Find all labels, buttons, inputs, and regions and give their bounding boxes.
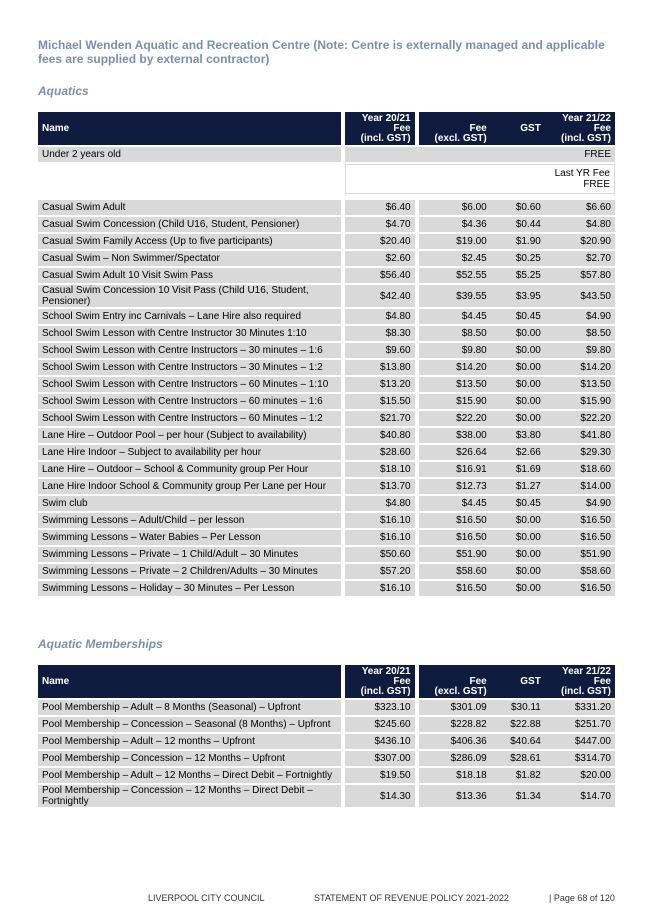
- row-fee-new: $43.50: [545, 285, 615, 307]
- row-fee-new: $14.00: [545, 479, 615, 494]
- row-name: Pool Membership – Adult – 12 Months – Direct Debit – Fortnightly: [38, 768, 341, 783]
- row-fee-excl: $16.91: [419, 462, 491, 477]
- row-fee-excl: $406.36: [419, 734, 491, 749]
- row-gst: $1.69: [491, 462, 545, 477]
- row-name: Pool Membership – Adult – 8 Months (Seasonal) – Upfront: [38, 700, 341, 715]
- row-fee-prev: $16.10: [345, 530, 415, 545]
- col-fee-excl: Fee (excl. GST): [419, 112, 491, 145]
- row-name: Under 2 years old: [38, 147, 341, 162]
- row-fee-prev: $6.40: [345, 200, 415, 215]
- row-gst: $3.80: [491, 428, 545, 443]
- row-fee-excl: $38.00: [419, 428, 491, 443]
- row-gst: $0.44: [491, 217, 545, 232]
- row-fee-prev: $307.00: [345, 751, 415, 766]
- row-fee-new: $14.70: [545, 785, 615, 807]
- row-fee-prev: $57.20: [345, 564, 415, 579]
- row-fee-excl: $2.45: [419, 251, 491, 266]
- row-fee-new: $51.90: [545, 547, 615, 562]
- row-name: School Swim Lesson with Centre Instructors – 60 Minutes – 1:10: [38, 377, 341, 392]
- col-gst: GST: [491, 665, 545, 698]
- row-name: School Swim Lesson with Centre Instructors – 30 minutes – 1:6: [38, 343, 341, 358]
- row-gst: $3.95: [491, 285, 545, 307]
- row-fee-excl: $14.20: [419, 360, 491, 375]
- table-header-row: [38, 112, 615, 145]
- row-fee-excl: $39.55: [419, 285, 491, 307]
- row-name: Pool Membership – Adult – 12 months – Upfront: [38, 734, 341, 749]
- row-name: Swimming Lessons – Adult/Child – per lesson: [38, 513, 341, 528]
- aquatics-table: [38, 110, 615, 598]
- row-name: Swim club: [38, 496, 341, 511]
- col-name: Name: [38, 665, 341, 698]
- col-fee-excl: Fee (excl. GST): [419, 665, 491, 698]
- table-row: [38, 200, 615, 215]
- table-row: [38, 547, 615, 562]
- row-fee-prev: $40.80: [345, 428, 415, 443]
- col-year-new: Year 21/22 Fee (incl. GST): [545, 665, 615, 698]
- row-fee-prev: $8.30: [345, 326, 415, 341]
- row-fee-excl: $22.20: [419, 411, 491, 426]
- row-fee-excl: $13.50: [419, 377, 491, 392]
- col-year-prev: Year 20/21 Fee (incl. GST): [345, 665, 415, 698]
- row-name: Lane Hire Indoor – Subject to availability per hour: [38, 445, 341, 460]
- row-fee-prev: $323.10: [345, 700, 415, 715]
- row-fee-new: $57.80: [545, 268, 615, 283]
- row-fee-new: $6.60: [545, 200, 615, 215]
- row-fee-new: $8.50: [545, 326, 615, 341]
- memberships-heading: Aquatic Memberships: [38, 637, 163, 651]
- row-gst: $2.66: [491, 445, 545, 460]
- row-name: Casual Swim Adult: [38, 200, 341, 215]
- table-row: [38, 462, 615, 477]
- table-row: [38, 217, 615, 232]
- row-gst: $0.00: [491, 581, 545, 596]
- row-fee-new: $29.30: [545, 445, 615, 460]
- row-name: Swimming Lessons – Private – 2 Children/Adults – 30 Minutes: [38, 564, 341, 579]
- row-fee-new: $16.50: [545, 513, 615, 528]
- row-name: Casual Swim Concession 10 Visit Pass (Child U16, Student, Pensioner): [38, 285, 341, 307]
- table-row: [38, 717, 615, 732]
- row-fee-prev: $16.10: [345, 581, 415, 596]
- row-gst: $0.00: [491, 326, 545, 341]
- row-gst: $5.25: [491, 268, 545, 283]
- row-fee-new: $251.70: [545, 717, 615, 732]
- row-gst: $1.82: [491, 768, 545, 783]
- col-year-prev: Year 20/21 Fee (incl. GST): [345, 112, 415, 145]
- footer-council: LIVERPOOL CITY COUNCIL: [148, 893, 265, 903]
- row-fee-excl: $8.50: [419, 326, 491, 341]
- row-fee-excl: $6.00: [419, 200, 491, 215]
- row-name: Lane Hire Indoor School & Community group Per Lane per Hour: [38, 479, 341, 494]
- row-gst: $0.45: [491, 496, 545, 511]
- row-gst: $0.00: [491, 513, 545, 528]
- row-fee-new: $20.90: [545, 234, 615, 249]
- table-row-under2: [38, 147, 615, 162]
- row-fee-new: $4.90: [545, 496, 615, 511]
- table-row: [38, 564, 615, 579]
- row-fee-excl: $4.36: [419, 217, 491, 232]
- row-fee-new: $14.20: [545, 360, 615, 375]
- table-row: [38, 285, 615, 307]
- row-gst: $0.00: [491, 394, 545, 409]
- row-fee-prev: $2.60: [345, 251, 415, 266]
- row-name: School Swim Entry inc Carnivals – Lane Hire also required: [38, 309, 341, 324]
- row-fee-prev: $4.80: [345, 309, 415, 324]
- table-row: [38, 530, 615, 545]
- row-fee-prev: $4.80: [345, 496, 415, 511]
- row-fee-excl: $18.18: [419, 768, 491, 783]
- row-gst: $0.60: [491, 200, 545, 215]
- row-fee-excl: $13.36: [419, 785, 491, 807]
- table-row: [38, 234, 615, 249]
- row-gst: $0.00: [491, 377, 545, 392]
- row-name: School Swim Lesson with Centre Instructor 30 Minutes 1:10: [38, 326, 341, 341]
- row-fee-new: $13.50: [545, 377, 615, 392]
- row-fee-prev: $16.10: [345, 513, 415, 528]
- table-row: [38, 768, 615, 783]
- table-row: [38, 326, 615, 341]
- table-row: [38, 785, 615, 807]
- row-fee-new: $20.00: [545, 768, 615, 783]
- row-gst: $0.00: [491, 360, 545, 375]
- row-fee-prev: $50.60: [345, 547, 415, 562]
- row-fee-new: $22.20: [545, 411, 615, 426]
- row-fee-prev: $28.60: [345, 445, 415, 460]
- footer-statement: STATEMENT OF REVENUE POLICY 2021-2022: [314, 893, 509, 903]
- row-gst: $40.64: [491, 734, 545, 749]
- row-gst: $0.45: [491, 309, 545, 324]
- row-name: Casual Swim Family Access (Up to five participants): [38, 234, 341, 249]
- row-name: Swimming Lessons – Holiday – 30 Minutes – Per Lesson: [38, 581, 341, 596]
- row-fee-excl: $4.45: [419, 496, 491, 511]
- table-row: [38, 394, 615, 409]
- table-row: [38, 496, 615, 511]
- row-name: Swimming Lessons – Water Babies – Per Lesson: [38, 530, 341, 545]
- table-row: [38, 268, 615, 283]
- row-fee-new: $447.00: [545, 734, 615, 749]
- table-row: [38, 377, 615, 392]
- row-name: Swimming Lessons – Private – 1 Child/Adult – 30 Minutes: [38, 547, 341, 562]
- row-fee: FREE: [345, 147, 615, 162]
- table-row: [38, 751, 615, 766]
- row-fee-excl: $301.09: [419, 700, 491, 715]
- row-fee-new: $331.20: [545, 700, 615, 715]
- row-fee-prev: $15.50: [345, 394, 415, 409]
- row-fee-excl: $19.00: [419, 234, 491, 249]
- row-gst: $1.27: [491, 479, 545, 494]
- table-row: [38, 479, 615, 494]
- row-gst: $28.61: [491, 751, 545, 766]
- row-fee-prev: $245.60: [345, 717, 415, 732]
- row-fee-excl: $16.50: [419, 581, 491, 596]
- row-name: School Swim Lesson with Centre Instructors – 30 Minutes – 1:2: [38, 360, 341, 375]
- row-gst: $0.00: [491, 411, 545, 426]
- row-fee-prev: $4.70: [345, 217, 415, 232]
- row-fee-new: $58.60: [545, 564, 615, 579]
- row-fee-prev: $436.10: [345, 734, 415, 749]
- table-row: [38, 309, 615, 324]
- col-name: Name: [38, 112, 341, 145]
- row-gst: $1.34: [491, 785, 545, 807]
- row-fee-new: $4.90: [545, 309, 615, 324]
- row-fee-excl: $58.60: [419, 564, 491, 579]
- row-gst: $1.90: [491, 234, 545, 249]
- row-name: School Swim Lesson with Centre Instructors – 60 minutes – 1:6: [38, 394, 341, 409]
- table-row: [38, 581, 615, 596]
- row-fee-excl: $16.50: [419, 530, 491, 545]
- table-row: [38, 251, 615, 266]
- row-name: Pool Membership – Concession – 12 Months – Upfront: [38, 751, 341, 766]
- row-fee-new: $314.70: [545, 751, 615, 766]
- row-fee-excl: $9.80: [419, 343, 491, 358]
- row-fee-prev: $56.40: [345, 268, 415, 283]
- row-fee-prev: $21.70: [345, 411, 415, 426]
- row-fee-excl: $16.50: [419, 513, 491, 528]
- row-name: School Swim Lesson with Centre Instructors – 60 Minutes – 1:2: [38, 411, 341, 426]
- footer-page-number: | Page 68 of 120: [549, 893, 615, 903]
- table-row: [38, 343, 615, 358]
- row-fee-excl: $4.45: [419, 309, 491, 324]
- row-fee-excl: $12.73: [419, 479, 491, 494]
- row-fee-new: $4.80: [545, 217, 615, 232]
- row-fee-excl: $286.09: [419, 751, 491, 766]
- row-fee-prev: $19.50: [345, 768, 415, 783]
- row-fee-prev: $13.70: [345, 479, 415, 494]
- row-name: Lane Hire – Outdoor – School & Community group Per Hour: [38, 462, 341, 477]
- row-gst: $0.25: [491, 251, 545, 266]
- row-gst: $0.00: [491, 530, 545, 545]
- col-gst: GST: [491, 112, 545, 145]
- row-gst: $30.11: [491, 700, 545, 715]
- table-row: [38, 411, 615, 426]
- row-fee-excl: $52.55: [419, 268, 491, 283]
- row-name: Pool Membership – Concession – Seasonal (8 Months) – Upfront: [38, 717, 341, 732]
- memberships-table: [38, 663, 615, 809]
- row-fee-prev: $13.20: [345, 377, 415, 392]
- page-title: Michael Wenden Aquatic and Recreation Centre (Note: Centre is externally managed and applicable fees are supplied by external contractor): [38, 38, 605, 66]
- table-row: [38, 428, 615, 443]
- table-row-last-year: [38, 164, 615, 194]
- row-gst: $0.00: [491, 547, 545, 562]
- row-name: Lane Hire – Outdoor Pool – per hour (Subject to availability): [38, 428, 341, 443]
- row-name: Casual Swim Adult 10 Visit Swim Pass: [38, 268, 341, 283]
- row-fee-excl: $26.64: [419, 445, 491, 460]
- row-fee-new: $15.90: [545, 394, 615, 409]
- row-fee-new: $9.80: [545, 343, 615, 358]
- row-fee-prev: $20.40: [345, 234, 415, 249]
- row-fee-new: $16.50: [545, 581, 615, 596]
- row-fee-prev: $42.40: [345, 285, 415, 307]
- row-fee-new: $16.50: [545, 530, 615, 545]
- table-row: [38, 734, 615, 749]
- row-gst: $0.00: [491, 343, 545, 358]
- row-fee-new: $2.70: [545, 251, 615, 266]
- row-name: Pool Membership – Concession – 12 Months – Direct Debit – Fortnightly: [38, 785, 341, 807]
- last-year-fee: Last YR Fee FREE: [345, 164, 615, 194]
- col-year-new: Year 21/22 Fee (incl. GST): [545, 112, 615, 145]
- row-gst: $0.00: [491, 564, 545, 579]
- table-row: [38, 360, 615, 375]
- row-fee-new: $18.60: [545, 462, 615, 477]
- row-fee-prev: $14.30: [345, 785, 415, 807]
- aquatics-heading: Aquatics: [38, 84, 89, 98]
- row-name: Casual Swim – Non Swimmer/Spectator: [38, 251, 341, 266]
- row-fee-prev: $9.60: [345, 343, 415, 358]
- row-fee-prev: $18.10: [345, 462, 415, 477]
- table-row: [38, 445, 615, 460]
- row-fee-new: $41.80: [545, 428, 615, 443]
- row-fee-prev: $13.80: [345, 360, 415, 375]
- row-fee-excl: $51.90: [419, 547, 491, 562]
- row-gst: $22.88: [491, 717, 545, 732]
- table-header-row: [38, 665, 615, 698]
- table-row: [38, 700, 615, 715]
- row-fee-excl: $228.82: [419, 717, 491, 732]
- row-name: Casual Swim Concession (Child U16, Student, Pensioner): [38, 217, 341, 232]
- row-fee-excl: $15.90: [419, 394, 491, 409]
- table-row: [38, 513, 615, 528]
